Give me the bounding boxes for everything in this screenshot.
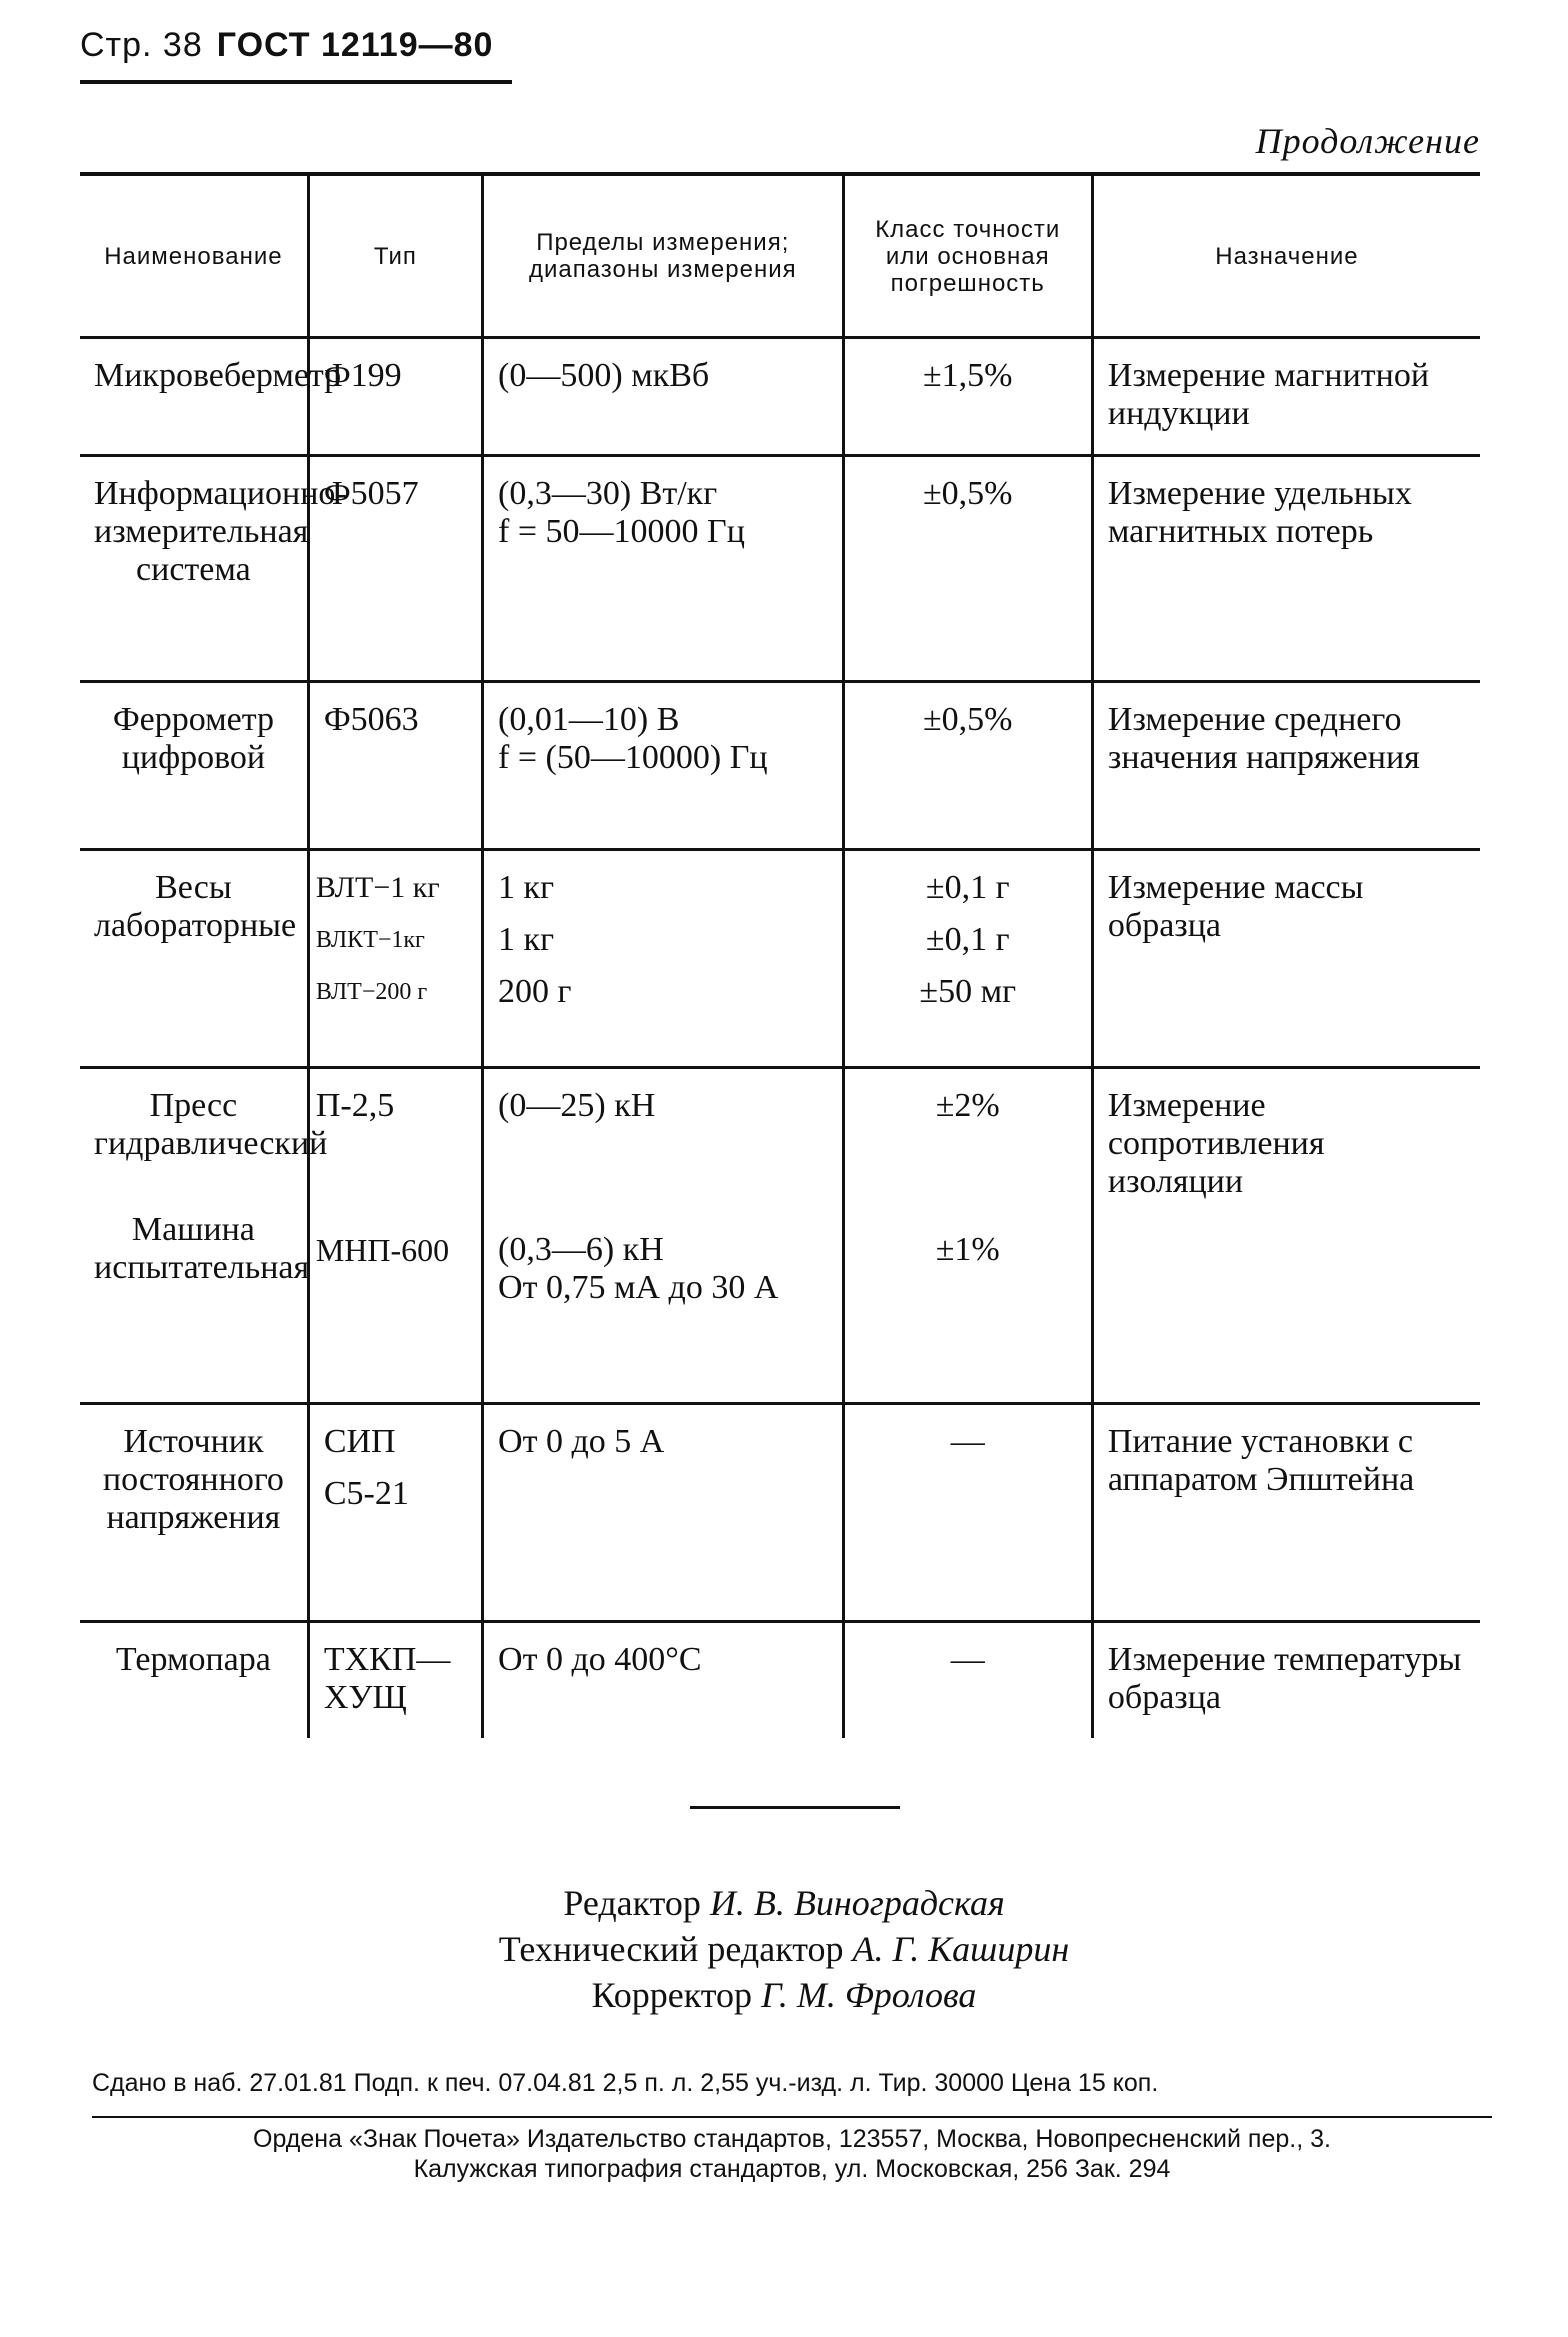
purpose: Измерение магнитной индукции xyxy=(1092,338,1480,456)
table-row xyxy=(80,850,1480,1068)
standard-designation: ГОСТ 12119—80 xyxy=(216,26,494,64)
table-row xyxy=(80,338,1480,456)
column-header: Назначение xyxy=(1092,174,1480,338)
page-number: Стр. 38 xyxy=(80,26,203,64)
table-row xyxy=(80,456,1480,682)
table-row xyxy=(80,1068,1480,1404)
instrument-name: Термопара xyxy=(115,1641,271,1678)
instrument-type: П-2,5 МНП-600 xyxy=(308,1068,482,1404)
measurement-range: (0—25) кН (0,3—6) кН От 0,75 мА до 30 А xyxy=(483,1068,844,1404)
credit-line: Редактор И. В. Виноградская xyxy=(563,1883,1005,1923)
page-header xyxy=(80,26,493,65)
column-header: Тип xyxy=(308,174,482,338)
accuracy-class: ±2% ±1% xyxy=(843,1068,1092,1404)
continuation-label: Продолжение xyxy=(1255,121,1480,161)
accuracy-class: — xyxy=(843,1622,1092,1738)
instrument-name: Весы лабораторные xyxy=(94,869,297,944)
instrument-type: ВЛТ−1 кг ВЛКТ−1кг ВЛТ−200 г xyxy=(308,850,482,1068)
measurement-range: (0,01—10) В f = (50—10000) Гц xyxy=(483,682,844,850)
instrument-type: СИП С5-21 xyxy=(308,1404,482,1622)
instrument-name: Источник постоянного напряжения xyxy=(102,1423,284,1536)
credits-block xyxy=(0,1880,1568,2018)
purpose: Измерение массы образца xyxy=(1092,850,1480,1068)
table-header-row xyxy=(80,174,1480,338)
credit-line: Технический редактор А. Г. Каширин xyxy=(498,1929,1070,1969)
publisher-line: Калужская типография стандартов, ул. Московская, 256 Зак. 294 xyxy=(413,2155,1171,2183)
column-header: Наименование xyxy=(104,242,283,270)
purpose: Измерение удельных магнитных потерь xyxy=(1092,456,1480,682)
accuracy-class: ±0,5% xyxy=(843,456,1092,682)
instrument-type: Ф5063 xyxy=(308,682,482,850)
instrument-type: ТХКП—ХУЩ xyxy=(308,1622,482,1738)
table-row xyxy=(80,1622,1480,1738)
header-rule xyxy=(80,80,512,84)
instruments-table xyxy=(80,172,1480,1738)
instrument-name: Пресс гидравлический Машина испытательная xyxy=(94,1087,328,1286)
instrument-name: Феррометр цифровой xyxy=(112,701,274,776)
column-header: Класс точности или основная погрешность xyxy=(843,174,1092,338)
section-divider xyxy=(690,1806,900,1809)
imprint-rule xyxy=(92,2116,1492,2118)
table-row xyxy=(80,1404,1480,1622)
purpose: Измерение сопротивления изоляции xyxy=(1092,1068,1480,1404)
column-header: Пределы измерения; диапазоны измерения xyxy=(483,174,844,338)
instrument-type: Ф5057 xyxy=(308,456,482,682)
measurement-range: 1 кг 1 кг 200 г xyxy=(483,850,844,1068)
purpose: Измерение температуры образца xyxy=(1092,1622,1480,1738)
purpose: Измерение среднего значения напряжения xyxy=(1092,682,1480,850)
instrument-name: Микровеберметр xyxy=(94,357,342,394)
publisher-info xyxy=(92,2124,1492,2184)
measurement-range: От 0 до 400°С xyxy=(483,1622,844,1738)
accuracy-class: ±0,5% xyxy=(843,682,1092,850)
measurement-range: От 0 до 5 А xyxy=(483,1404,844,1622)
instrument-name: Информационно-измерительная система xyxy=(94,475,347,588)
accuracy-class: ±0,1 г ±0,1 г ±50 мг xyxy=(843,850,1092,1068)
measurement-range: (0—500) мкВб xyxy=(483,338,844,456)
measurement-range: (0,3—30) Вт/кг f = 50—10000 Гц xyxy=(483,456,844,682)
credit-line: Корректор Г. М. Фролова xyxy=(591,1975,977,2015)
accuracy-class: ±1,5% xyxy=(843,338,1092,456)
purpose: Питание установки с аппаратом Эпштейна xyxy=(1092,1404,1480,1622)
publisher-line: Ордена «Знак Почета» Издательство стандартов, 123557, Москва, Новопресненский пер., 3. xyxy=(253,2125,1331,2153)
table-row xyxy=(80,682,1480,850)
instrument-type: Ф199 xyxy=(308,338,482,456)
print-imprint: Сдано в наб. 27.01.81 Подп. к печ. 07.04.81 2,5 п. л. 2,55 уч.-изд. л. Тир. 30000 Цена 15 коп. xyxy=(92,2069,1159,2097)
accuracy-class: — xyxy=(843,1404,1092,1622)
